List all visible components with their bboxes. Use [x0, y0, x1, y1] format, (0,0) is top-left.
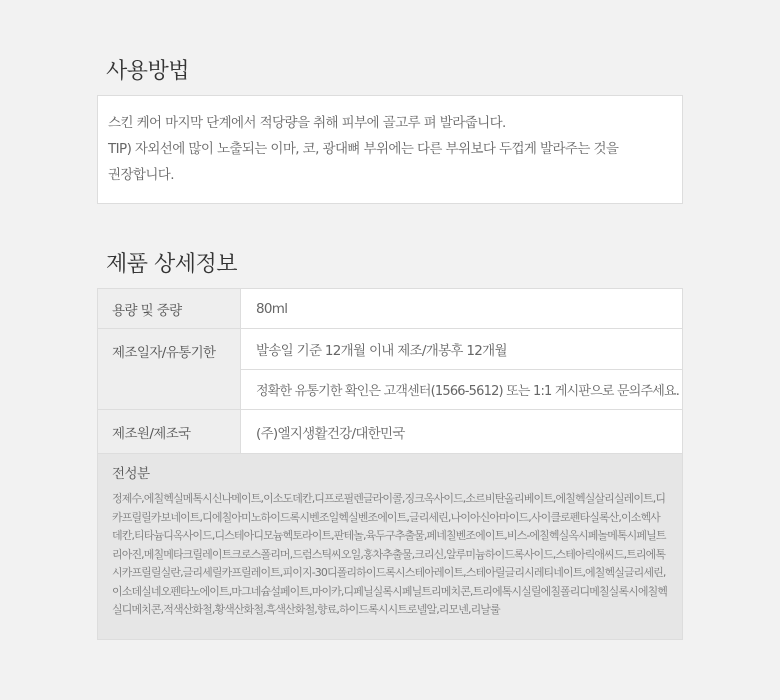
- usage-description-box: [97, 95, 683, 204]
- expiry-value: 발송일 기준 12개월 이내 제조/개봉후 12개월: [256, 342, 507, 359]
- origin-label: 제조원/제조국: [98, 410, 241, 453]
- usage-section-title: 사용방법: [106, 59, 190, 84]
- usage-line-1: 스킨 케어 마지막 단계에서 적당량을 취해 피부에 골고루 펴 발라줍니다.: [108, 115, 506, 131]
- volume-label: 용량 및 중량: [98, 289, 241, 328]
- expiry-note: 정확한 유통기한 확인은 고객센터(1566-5612) 또는 1:1 게시판으로 문의주세요.: [241, 369, 682, 410]
- detail-section-title: 제품 상세정보: [106, 252, 238, 277]
- expiry-values: [241, 329, 682, 409]
- volume-value: 80ml: [256, 300, 288, 317]
- usage-line-2: TIP) 자외선에 많이 노출되는 이마, 코, 광대뼈 부위에는 다른 부위보다 두껍게 발라주는 것을: [108, 141, 619, 157]
- ingredients-text: 정제수,에칠헥실메톡시신나메이트,이소도데칸,디프로필렌글라이콜,징크옥사이드,소르비탄올리베이트,에칠헥실살리실레이트,디카프릴릴카보네이트,디에칠아미노하이드록시벤조일헥실벤조에이트,글리세린,나이아신아마이드,사이클로펜타실록산,이소헥사데칸,티타늄디옥사이드,디스테아디모늄헥토라이트,판테놀,육두구추출물,페네칠벤조에이트,비스-에칠헥실옥시페놀메톡시페닐트리아진,메칠메타크릴레이트크로스폴리머,드럼스틱씨오일,홍차추출물,크리신,알루미늄하이드록사이드,스테아릭애씨드,트리에톡시카프릴릴실란,글리세릴카프릴레이트,피이지-30디폴리하이드록시스테아레이트,스테아릴글리시레티네이트,에칠헥실글리세린,이소데실네오펜타노에이트,마그네슘설페이트,마이카,디페닐실록시페닐트리메치콘,트리에톡시실릴에칠폴리디메칠실록시에칠헥실디메치콘,적색산화철,황색산화철,흑색산화철,향료,하이드록시시트로넬알,리모넨,리날룰: [112, 492, 668, 616]
- table-row-expiry: [98, 329, 682, 410]
- usage-line-3: 권장합니다.: [108, 167, 174, 183]
- table-row-origin: [98, 410, 682, 454]
- ingredients-block: [98, 454, 682, 639]
- table-row-volume: [98, 289, 682, 329]
- expiry-label: 제조일자/유통기한: [98, 329, 241, 409]
- product-detail-table: [97, 288, 683, 640]
- origin-value: (주)엘지생활건강/대한민국: [256, 425, 405, 442]
- ingredients-label: 전성분: [112, 466, 150, 482]
